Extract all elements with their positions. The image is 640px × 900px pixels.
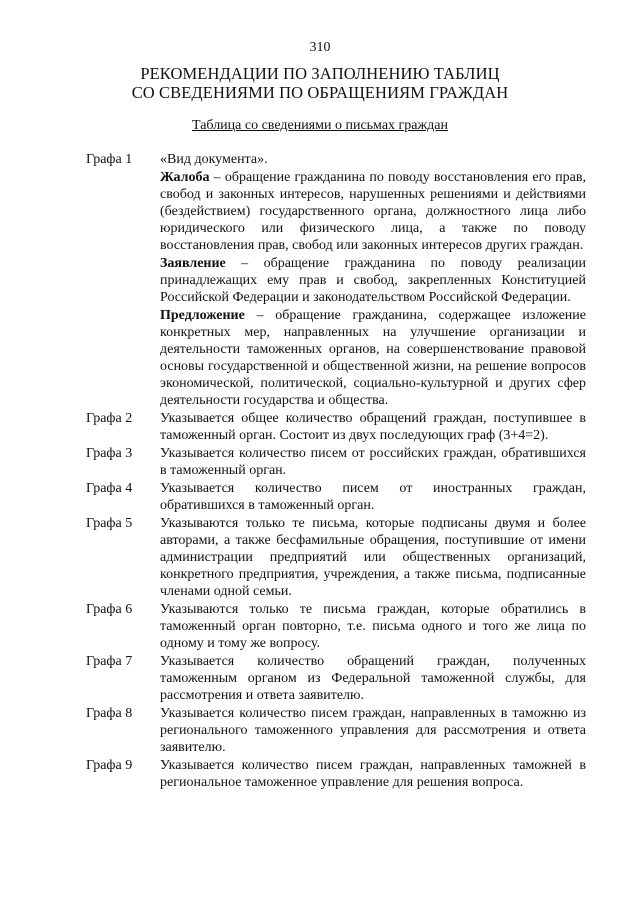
- column-description-text: Указывается общее количество обращений граждан, поступившее в таможенный орган. Состоит из двух последующих граф (3+4=2).: [160, 411, 586, 443]
- column-description-text: Указывается количество обращений граждан, полученных таможенным органом из Федеральной таможенной службы, для рассмотрения и ответа заявителю.: [160, 654, 586, 703]
- column-description-row: [86, 151, 586, 409]
- column-description-row: [86, 480, 586, 514]
- column-description-row: [86, 515, 586, 600]
- definition-text: – обращение гражданина по поводу восстановления его прав, свобод и законных интересов, нарушенных решениями и действиями (бездействием) государственного органа, должностного лица либо юридического или физического лица, а также по поводу восстановления прав, свобод или законных интересов других граждан.: [160, 170, 586, 253]
- definition-term: Предложение: [160, 308, 245, 323]
- definition-complaint: [160, 169, 586, 254]
- document-type-intro: «Вид документа».: [160, 152, 268, 167]
- column-label: Графа 3: [86, 446, 133, 461]
- column-label: Графа 6: [86, 602, 133, 617]
- column-description: [160, 757, 586, 791]
- column-description-row: [86, 445, 586, 479]
- definition-term: Заявление: [160, 256, 226, 271]
- column-label: Графа 5: [86, 516, 133, 531]
- column-description-row: [86, 410, 586, 444]
- column-description: [160, 445, 586, 479]
- title-line-1: РЕКОМЕНДАЦИИ ПО ЗАПОЛНЕНИЮ ТАБЛИЦ: [140, 64, 500, 83]
- column-description-text: Указывается количество писем граждан, направленных таможней в региональное таможенное управление для решения вопроса.: [160, 758, 586, 790]
- column-description-text: Указывается количество писем от российских граждан, обратившихся в таможенный орган.: [160, 446, 586, 478]
- column-description: [160, 480, 586, 514]
- column-description: [160, 515, 586, 600]
- column-description-text: Указываются только те письма граждан, которые обратились в таможенный орган повторно, т.е. письма одного и того же лица по одному и тому же вопросу.: [160, 602, 586, 651]
- definition-proposal: [160, 307, 586, 409]
- column-description-text: Указываются только те письма, которые подписаны двумя и более авторами, а также бесфамильные обращения, поступившие от имени администрации предприятий или общественных организаций, конкретного предприятия, учреждения, а также письма, подписанные членами одной семьи.: [160, 516, 586, 599]
- column-description-text: Указывается количество писем граждан, направленных в таможню из регионального таможенного управления для рассмотрения и ответа заявителю.: [160, 706, 586, 755]
- page-title: [0, 64, 640, 102]
- page-number: 310: [309, 40, 331, 55]
- column-description-row: [86, 653, 586, 704]
- column-label: Графа 8: [86, 706, 133, 721]
- title-line-2: СО СВЕДЕНИЯМИ ПО ОБРАЩЕНИЯМ ГРАЖДАН: [131, 83, 509, 102]
- column-description: [160, 653, 586, 704]
- definition-text: – обращение гражданина, содержащее изложение конкретных мер, направленных на улучшение организации и деятельности таможенных органов, на совершенствование правовой основы государственной и общественной жизни, на решение вопросов экономической, политической, социально-культурной и других сфер деятельности государства и общества.: [160, 308, 586, 408]
- column-description-row: [86, 757, 586, 791]
- column-description: [160, 705, 586, 756]
- definition-statement: [160, 255, 586, 306]
- definition-term: Жалоба: [160, 170, 210, 185]
- column-label: Графа 4: [86, 481, 133, 496]
- column-label: Графа 7: [86, 654, 133, 669]
- column-description-row: [86, 601, 586, 652]
- column-label: Графа 9: [86, 758, 133, 773]
- definition-text: – обращение гражданина по поводу реализации принадлежащих ему прав и свобод, закрепленных Конституцией Российской Федерации и законодательством Российской Федерации.: [160, 256, 586, 305]
- column-description: [160, 601, 586, 652]
- column-label: Графа 1: [86, 152, 133, 167]
- column-descriptions: [86, 151, 586, 792]
- column-label: Графа 2: [86, 411, 133, 426]
- table-subtitle: Таблица со сведениями о письмах граждан: [192, 118, 448, 133]
- column-description: [160, 151, 586, 409]
- column-description-text: Указывается количество писем от иностранных граждан, обратившихся в таможенный орган.: [160, 481, 586, 513]
- column-description-row: [86, 705, 586, 756]
- column-description: [160, 410, 586, 444]
